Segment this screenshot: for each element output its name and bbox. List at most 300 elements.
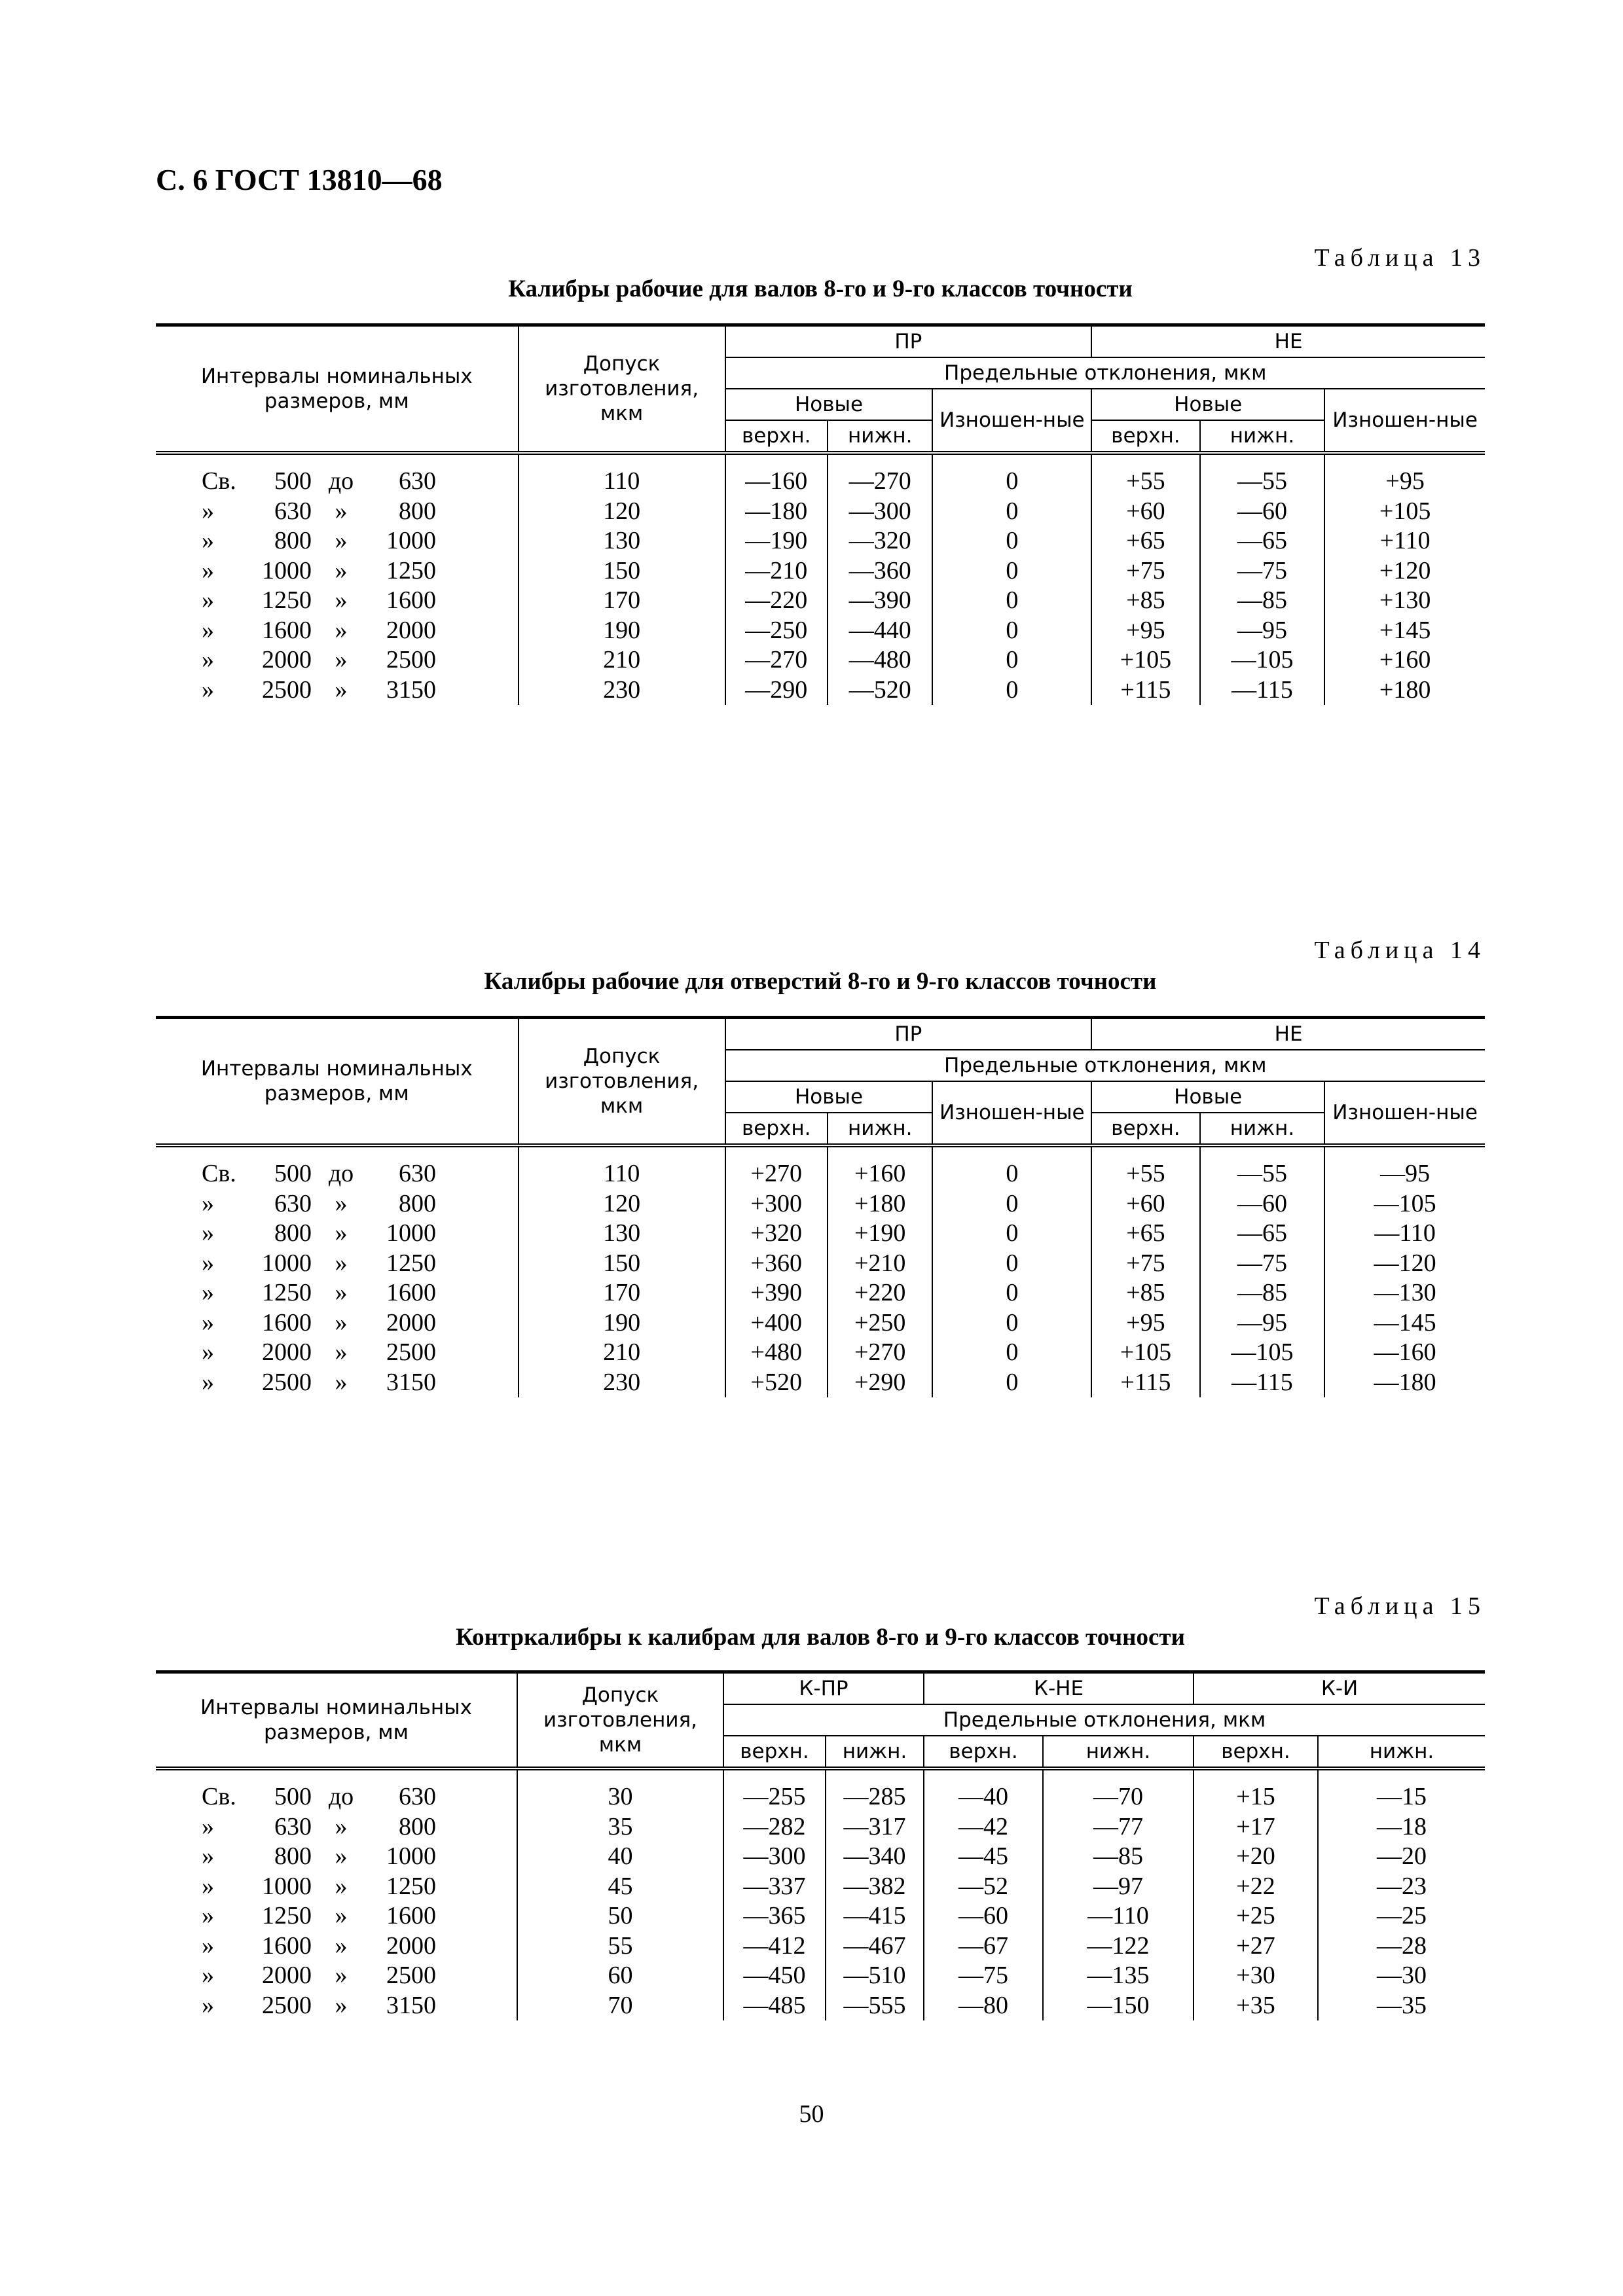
table-row xyxy=(156,1991,1485,2021)
cell-pr-worn: 0 xyxy=(932,1308,1091,1338)
cell-ne-up: +60 xyxy=(1091,497,1199,527)
size-interval xyxy=(156,645,519,675)
group-ne-header: НЕ xyxy=(1091,1018,1485,1050)
cell-tol: 210 xyxy=(519,645,725,675)
interval-pre: » xyxy=(202,1189,214,1217)
cell-ki-up: +15 xyxy=(1194,1768,1318,1812)
cell-tol: 70 xyxy=(517,1991,723,2021)
size-interval xyxy=(156,1249,519,1279)
cell-ne-worn: +105 xyxy=(1324,497,1485,527)
interval-b: 2000 xyxy=(386,1308,436,1336)
interval-b: 1600 xyxy=(386,1902,436,1929)
kne-upper-header: верхн. xyxy=(924,1736,1043,1768)
interval-pre: Св. xyxy=(202,467,236,495)
interval-mid: » xyxy=(335,1812,348,1840)
cell-tol: 45 xyxy=(517,1872,723,1902)
interval-pre: » xyxy=(202,1931,214,1960)
cell-pr-lo: +270 xyxy=(828,1338,932,1368)
cell-pr-up: —290 xyxy=(725,675,828,706)
cell-ki-lo: —35 xyxy=(1318,1991,1485,2021)
table-row xyxy=(156,1931,1485,1962)
interval-b: 1000 xyxy=(386,1842,436,1870)
cell-ne-up: +105 xyxy=(1091,1338,1199,1368)
cell-kne-lo: —85 xyxy=(1043,1842,1194,1872)
table-row xyxy=(156,1812,1485,1842)
cell-kpr-lo: —317 xyxy=(826,1812,924,1842)
table-row xyxy=(156,1219,1485,1249)
cell-ne-lo: —75 xyxy=(1200,1249,1325,1279)
table-row xyxy=(156,675,1485,706)
interval-b: 800 xyxy=(399,497,436,525)
cell-pr-worn: 0 xyxy=(932,1249,1091,1279)
cell-ne-up: +85 xyxy=(1091,1278,1199,1308)
cell-ki-up: +25 xyxy=(1194,1901,1318,1931)
interval-a: 1600 xyxy=(262,1308,312,1336)
table-15-caption: Контркалибры к калибрам для валов 8-го и 9-го классов точности xyxy=(456,1624,1185,1651)
interval-pre: » xyxy=(202,1338,214,1366)
size-interval xyxy=(156,1219,519,1249)
interval-a: 2000 xyxy=(262,1338,312,1366)
interval-mid: » xyxy=(335,1931,348,1960)
interval-mid: » xyxy=(335,1219,348,1247)
cell-pr-lo: +220 xyxy=(828,1278,932,1308)
cell-ne-up: +60 xyxy=(1091,1189,1199,1219)
cell-pr-lo: —360 xyxy=(828,556,932,586)
cell-pr-up: —250 xyxy=(725,616,828,646)
cell-tol: 60 xyxy=(517,1961,723,1991)
interval-pre: » xyxy=(202,1902,214,1929)
interval-b: 3150 xyxy=(386,675,436,704)
cell-ne-up: +115 xyxy=(1091,1368,1199,1398)
interval-a: 500 xyxy=(274,1160,312,1187)
cell-pr-worn: 0 xyxy=(932,1219,1091,1249)
table-row xyxy=(156,616,1485,646)
pr-new-header: Новые xyxy=(725,1081,933,1113)
cell-ne-worn: +180 xyxy=(1324,675,1485,706)
interval-pre: » xyxy=(202,527,214,554)
cell-pr-up: +390 xyxy=(725,1278,828,1308)
interval-b: 800 xyxy=(399,1189,436,1217)
interval-mid: » xyxy=(335,1842,348,1870)
cell-ki-up: +22 xyxy=(1194,1872,1318,1902)
kpr-upper-header: верхн. xyxy=(723,1736,826,1768)
interval-b: 2000 xyxy=(386,616,436,644)
pr-worn-header: Изношен-ные xyxy=(932,389,1091,453)
cell-pr-up: —180 xyxy=(725,497,828,527)
size-interval xyxy=(156,1812,517,1842)
table-row xyxy=(156,1901,1485,1931)
cell-ne-lo: —75 xyxy=(1200,556,1325,586)
cell-ne-worn: +110 xyxy=(1324,526,1485,556)
table-row xyxy=(156,1189,1485,1219)
cell-pr-lo: +250 xyxy=(828,1308,932,1338)
table-row xyxy=(156,586,1485,616)
col-intervals-header: Интервалы номинальных размеров, мм xyxy=(156,1672,517,1769)
ne-upper-header: верхн. xyxy=(1091,1113,1199,1145)
cell-pr-lo: —440 xyxy=(828,616,932,646)
interval-mid: до xyxy=(328,467,354,495)
cell-pr-lo: +210 xyxy=(828,1249,932,1279)
cell-ne-worn: —110 xyxy=(1324,1219,1485,1249)
cell-kne-lo: —97 xyxy=(1043,1872,1194,1902)
interval-b: 2000 xyxy=(386,1931,436,1960)
table-row xyxy=(156,1278,1485,1308)
cell-kpr-up: —337 xyxy=(723,1872,826,1902)
pr-upper-header: верхн. xyxy=(725,420,828,453)
interval-a: 2500 xyxy=(262,1368,312,1396)
interval-pre: » xyxy=(202,1962,214,1989)
pr-lower-header: нижн. xyxy=(828,420,932,453)
interval-a: 630 xyxy=(274,1812,312,1840)
cell-ne-up: +95 xyxy=(1091,1308,1199,1338)
col-tolerance-header: Допуск изготовления, мкм xyxy=(519,325,725,454)
cell-tol: 120 xyxy=(519,1189,725,1219)
interval-pre: » xyxy=(202,586,214,614)
cell-ne-lo: —60 xyxy=(1200,497,1325,527)
table-row xyxy=(156,1145,1485,1189)
size-interval xyxy=(156,1338,519,1368)
cell-pr-lo: +190 xyxy=(828,1219,932,1249)
cell-tol: 40 xyxy=(517,1842,723,1872)
cell-ne-lo: —65 xyxy=(1200,1219,1325,1249)
interval-a: 1250 xyxy=(262,1902,312,1929)
cell-kpr-lo: —467 xyxy=(826,1931,924,1962)
cell-kpr-lo: —340 xyxy=(826,1842,924,1872)
cell-pr-up: +270 xyxy=(725,1145,828,1189)
cell-ne-worn: —130 xyxy=(1324,1278,1485,1308)
interval-pre: » xyxy=(202,616,214,644)
cell-pr-up: —160 xyxy=(725,453,828,497)
cell-ne-lo: —115 xyxy=(1200,675,1325,706)
cell-ne-up: +115 xyxy=(1091,675,1199,706)
cell-ne-lo: —65 xyxy=(1200,526,1325,556)
cell-kne-lo: —135 xyxy=(1043,1961,1194,1991)
cell-tol: 55 xyxy=(517,1931,723,1962)
cell-ne-lo: —95 xyxy=(1200,616,1325,646)
cell-pr-worn: 0 xyxy=(932,1338,1091,1368)
cell-ne-worn: —120 xyxy=(1324,1249,1485,1279)
interval-a: 800 xyxy=(274,1842,312,1870)
interval-a: 630 xyxy=(274,497,312,525)
cell-tol: 190 xyxy=(519,1308,725,1338)
cell-tol: 230 xyxy=(519,1368,725,1398)
ne-new-header: Новые xyxy=(1091,1081,1324,1113)
cell-kne-lo: —70 xyxy=(1043,1768,1194,1812)
cell-kne-up: —60 xyxy=(924,1901,1043,1931)
interval-mid: » xyxy=(335,1368,348,1396)
ne-lower-header: нижн. xyxy=(1200,420,1325,453)
interval-b: 1250 xyxy=(386,556,436,584)
cell-ki-lo: —28 xyxy=(1318,1931,1485,1962)
cell-kne-lo: —122 xyxy=(1043,1931,1194,1962)
group-kne-header: К-НЕ xyxy=(924,1672,1194,1705)
interval-pre: » xyxy=(202,497,214,525)
interval-mid: » xyxy=(335,1872,348,1900)
interval-mid: до xyxy=(328,1783,354,1810)
cell-ne-worn: —180 xyxy=(1324,1368,1485,1398)
cell-pr-worn: 0 xyxy=(932,675,1091,706)
table-row xyxy=(156,1338,1485,1368)
cell-pr-lo: +180 xyxy=(828,1189,932,1219)
table-13-caption: Калибры рабочие для валов 8-го и 9-го классов точности xyxy=(508,276,1133,302)
interval-a: 500 xyxy=(274,467,312,495)
cell-tol: 210 xyxy=(519,1338,725,1368)
pr-lower-header: нижн. xyxy=(828,1113,932,1145)
cell-tol: 170 xyxy=(519,586,725,616)
cell-kne-up: —80 xyxy=(924,1991,1043,2021)
interval-pre: » xyxy=(202,1279,214,1306)
size-interval xyxy=(156,1308,519,1338)
interval-pre: » xyxy=(202,646,214,673)
cell-pr-worn: 0 xyxy=(932,497,1091,527)
interval-a: 2500 xyxy=(262,1991,312,2019)
cell-ne-worn: —105 xyxy=(1324,1189,1485,1219)
interval-mid: » xyxy=(335,1962,348,1989)
table-row xyxy=(156,1308,1485,1338)
cell-ne-up: +65 xyxy=(1091,1219,1199,1249)
ne-upper-header: верхн. xyxy=(1091,420,1199,453)
cell-kpr-lo: —382 xyxy=(826,1872,924,1902)
table-row xyxy=(156,1842,1485,1872)
table-row xyxy=(156,1768,1485,1812)
interval-b: 3150 xyxy=(386,1368,436,1396)
group-pr-header: ПР xyxy=(725,325,1092,358)
cell-ne-worn: +120 xyxy=(1324,556,1485,586)
size-interval xyxy=(156,616,519,646)
cell-ne-lo: —55 xyxy=(1200,1145,1325,1189)
cell-kne-up: —75 xyxy=(924,1961,1043,1991)
deviations-header: Предельные отклонения, мкм xyxy=(725,357,1485,389)
cell-ne-lo: —85 xyxy=(1200,1278,1325,1308)
interval-b: 800 xyxy=(399,1812,436,1840)
group-pr-header: ПР xyxy=(725,1018,1092,1050)
interval-pre: » xyxy=(202,1842,214,1870)
cell-ki-up: +35 xyxy=(1194,1991,1318,2021)
cell-ne-up: +55 xyxy=(1091,453,1199,497)
size-interval xyxy=(156,1189,519,1219)
cell-pr-worn: 0 xyxy=(932,616,1091,646)
cell-pr-worn: 0 xyxy=(932,1189,1091,1219)
interval-b: 1000 xyxy=(386,1219,436,1247)
cell-pr-worn: 0 xyxy=(932,1145,1091,1189)
interval-b: 630 xyxy=(399,1160,436,1187)
interval-b: 2500 xyxy=(386,1962,436,1989)
cell-pr-up: +300 xyxy=(725,1189,828,1219)
interval-b: 2500 xyxy=(386,1338,436,1366)
cell-pr-worn: 0 xyxy=(932,586,1091,616)
cell-pr-lo: —520 xyxy=(828,675,932,706)
cell-pr-worn: 0 xyxy=(932,1278,1091,1308)
cell-ki-up: +17 xyxy=(1194,1812,1318,1842)
cell-kne-up: —40 xyxy=(924,1768,1043,1812)
ki-lower-header: нижн. xyxy=(1318,1736,1485,1768)
cell-kpr-up: —485 xyxy=(723,1991,826,2021)
cell-pr-up: —270 xyxy=(725,645,828,675)
interval-a: 500 xyxy=(274,1783,312,1810)
cell-ne-up: +105 xyxy=(1091,645,1199,675)
table-row xyxy=(156,1368,1485,1398)
cell-pr-worn: 0 xyxy=(932,526,1091,556)
size-interval xyxy=(156,1145,519,1189)
cell-tol: 30 xyxy=(517,1768,723,1812)
interval-a: 1000 xyxy=(262,1249,312,1277)
cell-tol: 230 xyxy=(519,675,725,706)
interval-mid: » xyxy=(335,497,348,525)
size-interval xyxy=(156,526,519,556)
cell-kpr-lo: —415 xyxy=(826,1901,924,1931)
cell-pr-up: +400 xyxy=(725,1308,828,1338)
size-interval xyxy=(156,453,519,497)
size-interval xyxy=(156,1842,517,1872)
size-interval xyxy=(156,1901,517,1931)
cell-ne-lo: —85 xyxy=(1200,586,1325,616)
cell-tol: 150 xyxy=(519,1249,725,1279)
interval-mid: » xyxy=(335,1991,348,2019)
interval-pre: » xyxy=(202,1249,214,1277)
cell-pr-lo: +290 xyxy=(828,1368,932,1398)
ki-upper-header: верхн. xyxy=(1194,1736,1318,1768)
cell-pr-worn: 0 xyxy=(932,1368,1091,1398)
deviations-header: Предельные отклонения, мкм xyxy=(725,1050,1485,1081)
cell-kpr-lo: —555 xyxy=(826,1991,924,2021)
interval-b: 2500 xyxy=(386,646,436,673)
cell-pr-lo: —270 xyxy=(828,453,932,497)
cell-ki-lo: —25 xyxy=(1318,1901,1485,1931)
table-row xyxy=(156,1961,1485,1991)
page-header: С. 6 ГОСТ 13810—68 xyxy=(156,163,443,196)
cell-tol: 130 xyxy=(519,1219,725,1249)
deviations-header: Предельные отклонения, мкм xyxy=(723,1704,1485,1736)
interval-mid: » xyxy=(335,646,348,673)
cell-ki-lo: —15 xyxy=(1318,1768,1485,1812)
col-intervals-header: Интервалы номинальных размеров, мм xyxy=(156,1018,519,1146)
interval-mid: » xyxy=(335,1902,348,1929)
cell-pr-up: +520 xyxy=(725,1368,828,1398)
interval-b: 1000 xyxy=(386,527,436,554)
cell-kne-lo: —110 xyxy=(1043,1901,1194,1931)
cell-ne-up: +55 xyxy=(1091,1145,1199,1189)
interval-pre: » xyxy=(202,1991,214,2019)
cell-ne-up: +85 xyxy=(1091,586,1199,616)
size-interval xyxy=(156,1368,519,1398)
interval-pre: » xyxy=(202,1308,214,1336)
interval-a: 2000 xyxy=(262,646,312,673)
table-row xyxy=(156,1872,1485,1902)
cell-kne-up: —45 xyxy=(924,1842,1043,1872)
table-row xyxy=(156,453,1485,497)
cell-tol: 50 xyxy=(517,1901,723,1931)
cell-pr-up: +480 xyxy=(725,1338,828,1368)
interval-mid: » xyxy=(335,1249,348,1277)
page-number: 50 xyxy=(799,2100,824,2128)
cell-ki-lo: —30 xyxy=(1318,1961,1485,1991)
cell-kne-lo: —77 xyxy=(1043,1812,1194,1842)
size-interval xyxy=(156,1961,517,1991)
cell-ne-lo: —105 xyxy=(1200,1338,1325,1368)
cell-kne-up: —42 xyxy=(924,1812,1043,1842)
cell-kne-lo: —150 xyxy=(1043,1991,1194,2021)
cell-pr-lo: —320 xyxy=(828,526,932,556)
interval-mid: » xyxy=(335,556,348,584)
size-interval xyxy=(156,675,519,706)
interval-mid: » xyxy=(335,1308,348,1336)
cell-tol: 120 xyxy=(519,497,725,527)
col-tolerance-header: Допуск изготовления, мкм xyxy=(519,1018,725,1146)
ne-worn-header: Изношен-ные xyxy=(1324,1081,1485,1145)
cell-pr-up: —220 xyxy=(725,586,828,616)
cell-ne-worn: +160 xyxy=(1324,645,1485,675)
cell-kpr-up: —450 xyxy=(723,1961,826,1991)
interval-mid: » xyxy=(335,1279,348,1306)
interval-pre: Св. xyxy=(202,1160,236,1187)
size-interval xyxy=(156,586,519,616)
interval-pre: » xyxy=(202,1368,214,1396)
cell-pr-worn: 0 xyxy=(932,556,1091,586)
interval-pre: » xyxy=(202,675,214,704)
interval-a: 1250 xyxy=(262,1279,312,1306)
size-interval xyxy=(156,1931,517,1962)
cell-ne-up: +75 xyxy=(1091,1249,1199,1279)
cell-pr-lo: +160 xyxy=(828,1145,932,1189)
cell-ki-up: +27 xyxy=(1194,1931,1318,1962)
interval-pre: » xyxy=(202,1219,214,1247)
table-14-caption: Калибры рабочие для отверстий 8-го и 9-го классов точности xyxy=(484,968,1157,995)
interval-a: 1250 xyxy=(262,586,312,614)
cell-kpr-up: —365 xyxy=(723,1901,826,1931)
cell-kpr-up: —255 xyxy=(723,1768,826,1812)
interval-mid: » xyxy=(335,1189,348,1217)
table-14 xyxy=(156,1016,1485,1397)
cell-pr-up: +360 xyxy=(725,1249,828,1279)
table-13-number: Таблица 13 xyxy=(1314,244,1486,272)
interval-a: 630 xyxy=(274,1189,312,1217)
cell-pr-up: —210 xyxy=(725,556,828,586)
table-row xyxy=(156,556,1485,586)
cell-ki-up: +20 xyxy=(1194,1842,1318,1872)
table-row xyxy=(156,1249,1485,1279)
col-intervals-header: Интервалы номинальных размеров, мм xyxy=(156,325,519,454)
ne-new-header: Новые xyxy=(1091,389,1324,420)
cell-tol: 150 xyxy=(519,556,725,586)
interval-mid: » xyxy=(335,616,348,644)
table-15-number: Таблица 15 xyxy=(1314,1592,1486,1620)
cell-tol: 190 xyxy=(519,616,725,646)
cell-tol: 35 xyxy=(517,1812,723,1842)
group-kpr-header: К-ПР xyxy=(723,1672,924,1705)
table-row xyxy=(156,645,1485,675)
interval-a: 1600 xyxy=(262,616,312,644)
cell-kpr-lo: —285 xyxy=(826,1768,924,1812)
size-interval xyxy=(156,497,519,527)
cell-pr-worn: 0 xyxy=(932,453,1091,497)
table-row xyxy=(156,526,1485,556)
cell-kpr-up: —282 xyxy=(723,1812,826,1842)
interval-pre: » xyxy=(202,1872,214,1900)
interval-mid: » xyxy=(335,1338,348,1366)
cell-tol: 110 xyxy=(519,453,725,497)
cell-pr-worn: 0 xyxy=(932,645,1091,675)
cell-ki-lo: —23 xyxy=(1318,1872,1485,1902)
col-tolerance-header: Допуск изготовления, мкм xyxy=(517,1672,723,1769)
cell-ne-lo: —95 xyxy=(1200,1308,1325,1338)
cell-kpr-up: —300 xyxy=(723,1842,826,1872)
cell-kne-up: —67 xyxy=(924,1931,1043,1962)
interval-pre: » xyxy=(202,1812,214,1840)
interval-a: 1600 xyxy=(262,1931,312,1960)
cell-pr-up: +320 xyxy=(725,1219,828,1249)
table-row xyxy=(156,497,1485,527)
cell-ki-lo: —18 xyxy=(1318,1812,1485,1842)
